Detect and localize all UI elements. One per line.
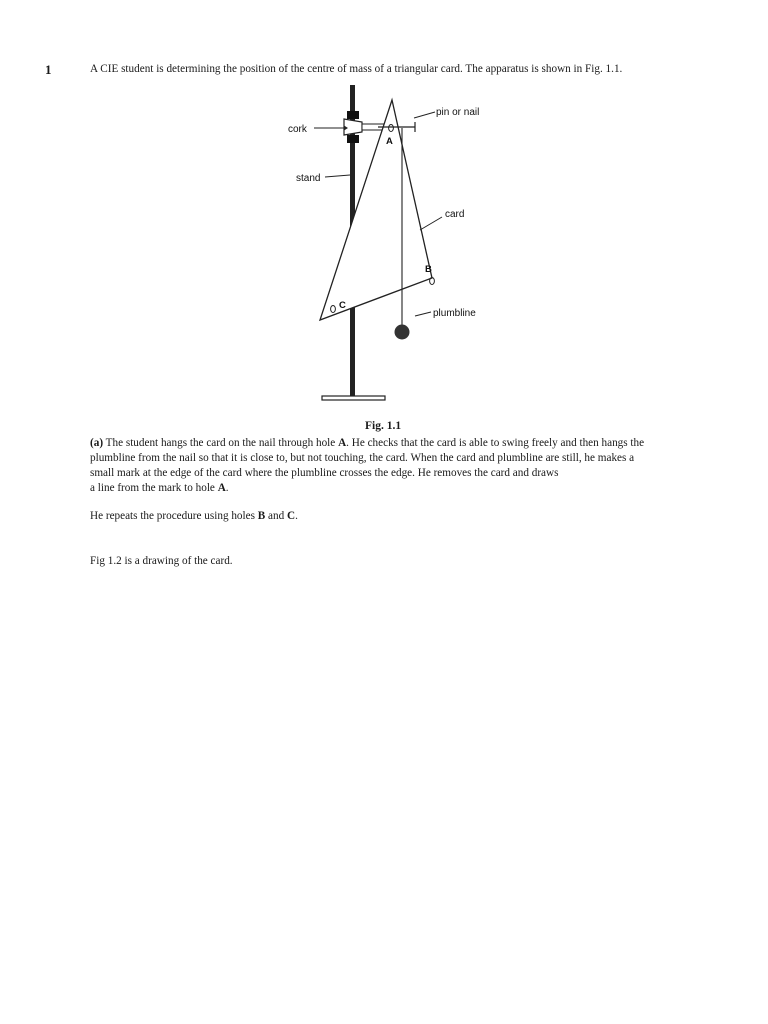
part-a-text: . xyxy=(225,482,229,494)
repeat-sentence xyxy=(90,510,298,522)
label-cork: cork xyxy=(288,124,307,135)
triangular-card xyxy=(320,100,432,320)
label-plumbline: plumbline xyxy=(433,308,476,319)
figure-caption: Fig. 1.1 xyxy=(365,420,402,432)
repeat-text: . xyxy=(295,510,298,522)
plumbline-leader xyxy=(415,312,431,316)
label-hole-b: B xyxy=(425,264,432,275)
part-a-text: The student hangs the card on the nail through hole xyxy=(105,437,339,449)
clamp-bottom-block xyxy=(347,135,359,143)
label-stand: stand xyxy=(296,173,321,184)
card-leader xyxy=(420,217,442,230)
part-a-paragraph xyxy=(90,436,730,496)
part-a-line-4 xyxy=(90,481,730,496)
hole-c-ref: C xyxy=(286,510,296,522)
part-a-text: a line from the mark to hole xyxy=(90,482,218,494)
part-a-label: (a) xyxy=(90,437,104,449)
repeat-text: and xyxy=(265,510,287,522)
clamp-top-block xyxy=(347,111,359,119)
hole-a-ref: A xyxy=(338,437,347,449)
part-a-line-1 xyxy=(90,436,730,451)
part-a-line-2: plumbline from the nail so that it is close to, but not touching, the card. When the card and plumbline are still, he makes a xyxy=(90,452,635,464)
stand-base xyxy=(322,396,385,400)
question-intro: A CIE student is determining the position of the centre of mass of a triangular card. The apparatus is shown in Fig. 1.1. xyxy=(90,63,623,75)
stand-leader xyxy=(325,175,350,177)
fig-1-2-sentence: Fig 1.2 is a drawing of the card. xyxy=(90,555,233,567)
label-hole-a: A xyxy=(386,136,393,147)
hole-b-ref: B xyxy=(257,510,266,522)
hole-a-ref: A xyxy=(217,482,226,494)
apparatus-diagram xyxy=(270,80,510,410)
part-a-text: . He checks that the card is able to swing freely and then hangs the xyxy=(346,437,645,449)
label-pin: pin or nail xyxy=(436,107,480,118)
plumb-bob xyxy=(395,325,410,340)
label-hole-c: C xyxy=(339,300,346,311)
label-card: card xyxy=(445,209,465,220)
pin-leader xyxy=(414,112,435,118)
repeat-text: He repeats the procedure using holes xyxy=(90,510,258,522)
figure-apparatus xyxy=(270,80,510,410)
part-a-line-3: small mark at the edge of the card where the plumbline crosses the edge. He removes the card and draws xyxy=(90,467,559,479)
cork-shape xyxy=(344,119,362,135)
question-number: 1 xyxy=(45,62,52,77)
